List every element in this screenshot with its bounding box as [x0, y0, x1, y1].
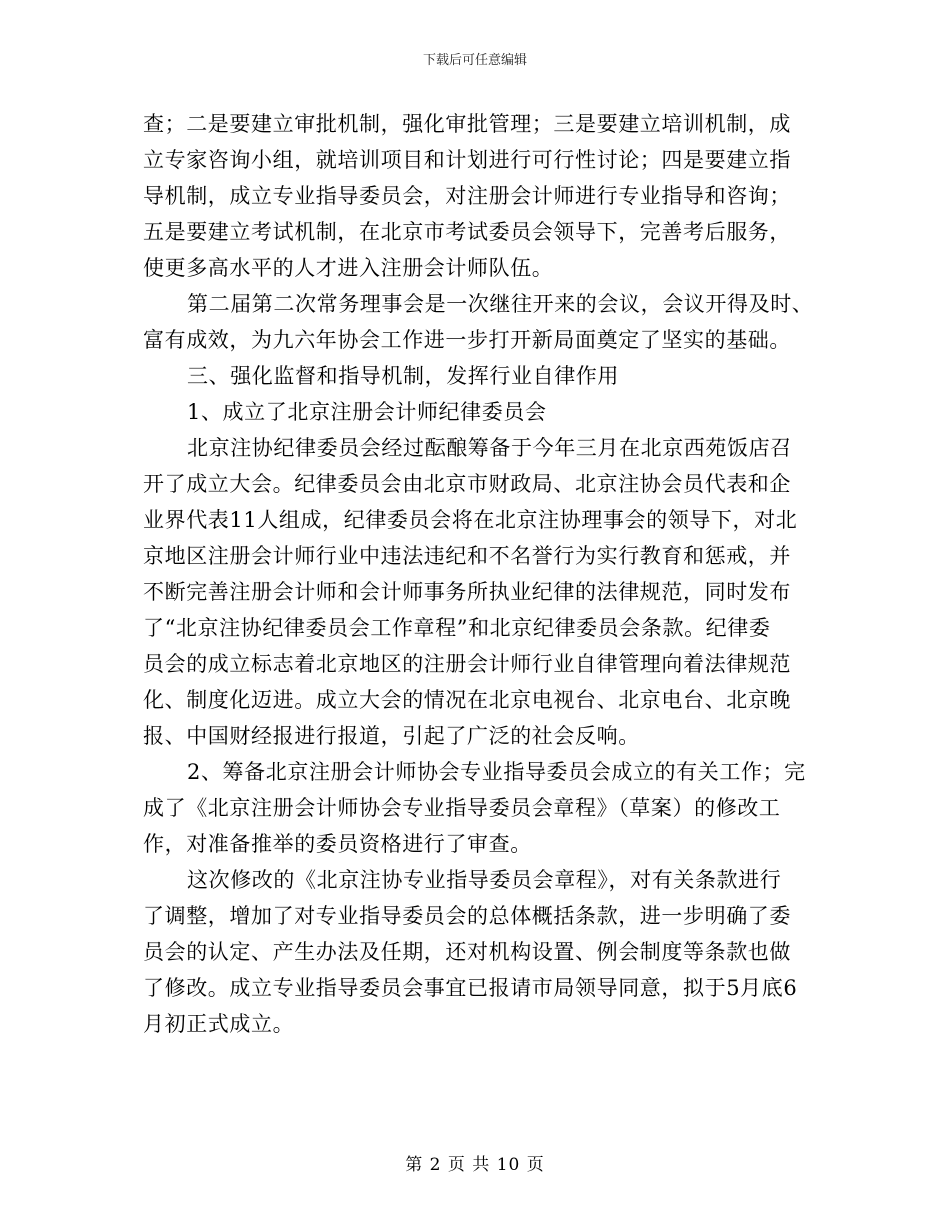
- page-number-footer: 第 2 页 共 10 页: [405, 1155, 545, 1175]
- text-line: 成了《北京注册会计师协会专业指导委员会章程》（草案）的修改工: [143, 796, 781, 820]
- page-header: 下载后可任意编辑: [422, 53, 527, 68]
- text-line: 开了成立大会。纪律委员会由北京市财政局、北京注协会员代表和企: [143, 472, 791, 496]
- text-line: 查；二是要建立审批机制，强化审批管理；三是要建立培训机制，成: [143, 112, 791, 136]
- text-line: 不断完善注册会计师和会计师事务所执业纪律的法律规范，同时发布: [143, 580, 791, 604]
- text-line: 员会的认定、产生办法及任期，还对机构设置、例会制度等条款也做: [143, 940, 791, 964]
- text-line: 京地区注册会计师行业中违法违纪和不名誉行为实行教育和惩戒，并: [143, 544, 791, 568]
- section-heading: 三、强化监督和指导机制，发挥行业自律作用: [187, 364, 619, 388]
- text-line: 富有成效，为九六年协会工作进一步打开新局面奠定了坚实的基础。: [143, 328, 791, 352]
- document-body: [143, 106, 814, 1042]
- subsection-heading: 2、筹备北京注册会计师协会专业指导委员会成立的有关工作；完: [187, 760, 806, 784]
- text-line: 五是要建立考试机制，在北京市考试委员会领导下，完善考后服务，: [143, 220, 791, 244]
- text-line: 员会的成立标志着北京地区的注册会计师行业自律管理向着法律规范: [143, 652, 791, 676]
- text-line: 业界代表11人组成，纪律委员会将在北京注协理事会的领导下，对北: [143, 508, 798, 532]
- paragraph-start-line: 这次修改的《北京注协专业指导委员会章程》，对有关条款进行: [187, 868, 782, 892]
- text-line: 使更多高水平的人才进入注册会计师队伍。: [143, 256, 554, 280]
- text-line: 立专家咨询小组，就培训项目和计划进行可行性讨论；四是要建立指: [143, 148, 791, 172]
- text-line: 作，对准备推举的委员资格进行了审查。: [143, 832, 532, 856]
- paragraph-start-line: 第二届第二次常务理事会是一次继往开来的会议，会议开得及时、: [187, 292, 814, 316]
- text-line: 了调整，增加了对专业指导委员会的总体概括条款，进一步明确了委: [143, 904, 791, 928]
- text-line: 了修改。成立专业指导委员会事宜已报请市局领导同意，拟于5月底6: [143, 976, 798, 1000]
- text-line: 了“北京注协纪律委员会工作章程”和北京纪律委员会条款。纪律委: [143, 616, 771, 640]
- text-line: 导机制，成立专业指导委员会，对注册会计师进行专业指导和咨询；: [143, 184, 791, 208]
- text-line: 化、制度化迈进。成立大会的情况在北京电视台、北京电台、北京晚: [143, 688, 791, 712]
- paragraph-start-line: 北京注协纪律委员会经过酝酿筹备于今年三月在北京西苑饭店召: [187, 436, 792, 460]
- text-line: 月初正式成立。: [143, 1012, 295, 1036]
- subsection-heading: 1、成立了北京注册会计师纪律委员会: [187, 400, 547, 424]
- text-line: 报、中国财经报进行报道，引起了广泛的社会反响。: [143, 724, 640, 748]
